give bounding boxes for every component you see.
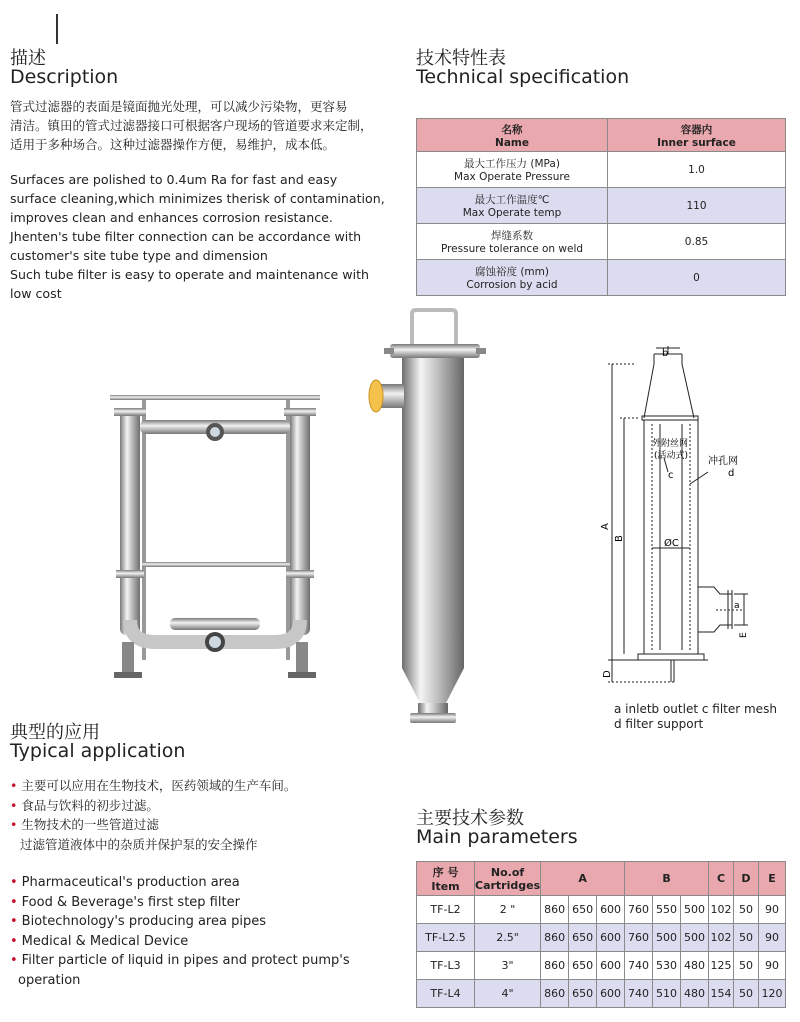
- tech-spec-table: [416, 118, 786, 296]
- header-en: Item: [431, 880, 460, 893]
- header-cn: 容器内: [680, 123, 713, 136]
- list-item-cont: operation: [18, 972, 81, 988]
- para-en-line: Jhenten's tube filter connection can be accordance with: [10, 229, 362, 244]
- spec-header-name: [417, 119, 608, 152]
- para-en-line: Surfaces are polished to 0.4um Ra for fast and easy: [10, 172, 338, 187]
- cell-b: 760: [625, 924, 653, 952]
- cell-a: 650: [569, 980, 597, 1008]
- cell-cart: 3": [475, 952, 541, 980]
- tube-filter-photo: [360, 308, 490, 733]
- row-en: Max Operate temp: [462, 207, 562, 219]
- cell-a: 600: [597, 952, 625, 980]
- cell-e: 90: [759, 924, 786, 952]
- header-D: D: [734, 862, 759, 896]
- para-en-line: customer's site tube type and dimension: [10, 248, 268, 263]
- header-item: [417, 862, 475, 896]
- cell-d: 50: [734, 980, 759, 1008]
- table-row: [417, 224, 786, 260]
- cell-a: 860: [541, 952, 569, 980]
- application-title-en: Typical application: [10, 740, 186, 762]
- cell-cart: 2.5": [475, 924, 541, 952]
- legend-line: a inletb outlet c filter mesh: [614, 702, 777, 716]
- item-text: 主要可以应用在生物技术，医药领域的生产车间。: [21, 778, 297, 793]
- cell-a: 600: [597, 980, 625, 1008]
- main-params-title-en: Main parameters: [416, 826, 578, 848]
- cell-b: 510: [653, 980, 681, 1008]
- list-item-cont: 过滤管道液体中的杂质并保护泵的安全操作: [20, 836, 258, 852]
- legend-line: d filter support: [614, 717, 704, 731]
- cell-d: 50: [734, 924, 759, 952]
- cell-b: 500: [680, 896, 708, 924]
- label-b: b: [662, 348, 669, 359]
- cell-b: 760: [625, 896, 653, 924]
- cell-b: 500: [680, 924, 708, 952]
- cell-b: 500: [653, 924, 681, 952]
- cell-a: 650: [569, 924, 597, 952]
- cell-d: 50: [734, 952, 759, 980]
- label-A: A: [600, 523, 611, 530]
- list-item: • Medical & Medical Device: [10, 933, 189, 949]
- row-en: Corrosion by acid: [466, 279, 558, 291]
- label-D: D: [602, 670, 613, 678]
- para-en-line: improves clean and enhances corrosion resistance.: [10, 210, 333, 225]
- para-en-line: Such tube filter is easy to operate and maintenance with: [10, 267, 369, 282]
- header-E: E: [759, 862, 786, 896]
- description-title-cn: 描述: [10, 48, 46, 69]
- cell-b: 740: [625, 980, 653, 1008]
- label-phi-c: ØC: [664, 538, 679, 549]
- cell-e: 90: [759, 952, 786, 980]
- cell-c: 102: [709, 896, 734, 924]
- para-en-line: low cost: [10, 286, 62, 301]
- cell-a: 860: [541, 924, 569, 952]
- header-B: B: [625, 862, 709, 896]
- cell-cart: 2 ": [475, 896, 541, 924]
- row-en: Max Operate Pressure: [454, 171, 570, 183]
- cell-e: 90: [759, 896, 786, 924]
- cell-c: 154: [709, 980, 734, 1008]
- list-item: • Pharmaceutical's production area: [10, 875, 240, 890]
- twin-filter-photo: [100, 380, 330, 685]
- table-row: [417, 896, 786, 924]
- row-cn: 最大工作压力 (MPa): [464, 158, 560, 170]
- application-list-en: [10, 873, 390, 990]
- para-cn-line: 管式过滤器的表面是镜面抛光处理，可以减少污染物，更容易: [10, 99, 348, 114]
- label-punch-mesh: 冲孔网: [708, 456, 738, 467]
- item-text: 食品与饮料的初步过滤。: [21, 797, 159, 813]
- header-en: Cartridges: [475, 878, 541, 892]
- main-params-title-cn: 主要技术参数: [416, 808, 524, 829]
- header-cn: 序 号: [432, 866, 459, 879]
- header-A: A: [541, 862, 625, 896]
- item-text: Food & Beverage's first step filter: [21, 894, 240, 910]
- label-outer-mesh-2: (活动式): [654, 451, 689, 461]
- cell-b: 550: [653, 896, 681, 924]
- description-title-en: Description: [10, 66, 119, 88]
- header-C: C: [709, 862, 734, 896]
- list-item: • Filter particle of liquid in pipes and protect pump's: [10, 953, 350, 968]
- table-row: [417, 152, 786, 188]
- cell-a: 600: [597, 924, 625, 952]
- row-cn: 焊缝系数: [491, 230, 533, 242]
- cell-a: 860: [541, 980, 569, 1008]
- cell-b: 530: [653, 952, 681, 980]
- header-cartridges: [475, 862, 541, 896]
- item-text: Biotechnology's producing area pipes: [21, 914, 266, 929]
- cell-a: 860: [541, 896, 569, 924]
- spec-header-inner: [608, 119, 786, 152]
- cell-a: 650: [569, 952, 597, 980]
- description-para-cn: [10, 97, 390, 154]
- row-value: 0.85: [608, 224, 786, 260]
- cell-item: TF-L2: [417, 896, 475, 924]
- tech-spec-title-en: Technical specification: [416, 66, 630, 88]
- cell-d: 50: [734, 896, 759, 924]
- row-en: Pressure tolerance on weld: [440, 243, 584, 255]
- label-E: E: [739, 632, 749, 638]
- label-outer-mesh-1: 外附丝网: [652, 439, 689, 449]
- table-row: [417, 980, 786, 1008]
- cell-item: TF-L3: [417, 952, 475, 980]
- cell-c: 125: [709, 952, 734, 980]
- cell-b: 740: [625, 952, 653, 980]
- item-text: Pharmaceutical's production area: [21, 875, 240, 890]
- table-row: [417, 260, 786, 296]
- row-value: 110: [608, 188, 786, 224]
- row-value: 1.0: [608, 152, 786, 188]
- header-en: No.of: [490, 865, 525, 879]
- cell-cart: 4": [475, 980, 541, 1008]
- list-item: • Biotechnology's producing area pipes: [10, 914, 266, 929]
- label-a: a: [734, 601, 740, 611]
- item-text: Medical & Medical Device: [21, 933, 189, 949]
- para-en-line: surface cleaning,which minimizes therisk of contamination,: [10, 191, 385, 206]
- para-cn-line: 适用于多种场合。这种过滤器操作方便，易维护，成本低。: [10, 137, 336, 152]
- application-title-cn: 典型的应用: [10, 722, 100, 743]
- tech-spec-title-cn: 技术特性表: [416, 48, 506, 69]
- main-params-table: [416, 861, 786, 1008]
- para-cn-line: 清洁。镇田的管式过滤器接口可根据客户现场的管道要求来定制，: [10, 118, 373, 133]
- cell-a: 600: [597, 896, 625, 924]
- list-item: • 食品与饮料的初步过滤。: [10, 797, 159, 813]
- table-row: [417, 952, 786, 980]
- cell-e: 120: [759, 980, 786, 1008]
- cell-b: 480: [680, 952, 708, 980]
- label-B: B: [614, 535, 625, 542]
- item-text: 生物技术的一些管道过滤: [21, 817, 159, 832]
- cell-a: 650: [569, 896, 597, 924]
- application-list-cn: [10, 776, 370, 854]
- table-row: [417, 188, 786, 224]
- cell-b: 480: [680, 980, 708, 1008]
- cell-item: TF-L2.5: [417, 924, 475, 952]
- table-row: [417, 924, 786, 952]
- description-para-en: [10, 170, 395, 303]
- header-en: Name: [495, 136, 529, 149]
- row-cn: 腐蚀裕度 (mm): [475, 266, 549, 278]
- item-text: Filter particle of liquid in pipes and protect pump's: [21, 953, 350, 968]
- header-en: Inner surface: [657, 136, 736, 149]
- label-d: d: [728, 468, 735, 479]
- accent-bar: [56, 14, 58, 44]
- header-cn: 名称: [501, 123, 523, 136]
- list-item: • Food & Beverage's first step filter: [10, 894, 240, 910]
- cell-item: TF-L4: [417, 980, 475, 1008]
- list-item: • 主要可以应用在生物技术，医药领域的生产车间。: [10, 778, 297, 793]
- cell-c: 102: [709, 924, 734, 952]
- row-value: 0: [608, 260, 786, 296]
- row-cn: 最大工作温度℃: [474, 194, 550, 206]
- filter-dimension-diagram: [596, 342, 796, 702]
- list-item: • 生物技术的一些管道过滤: [10, 817, 159, 832]
- diagram-legend: [614, 702, 777, 732]
- label-c: c: [668, 470, 674, 481]
